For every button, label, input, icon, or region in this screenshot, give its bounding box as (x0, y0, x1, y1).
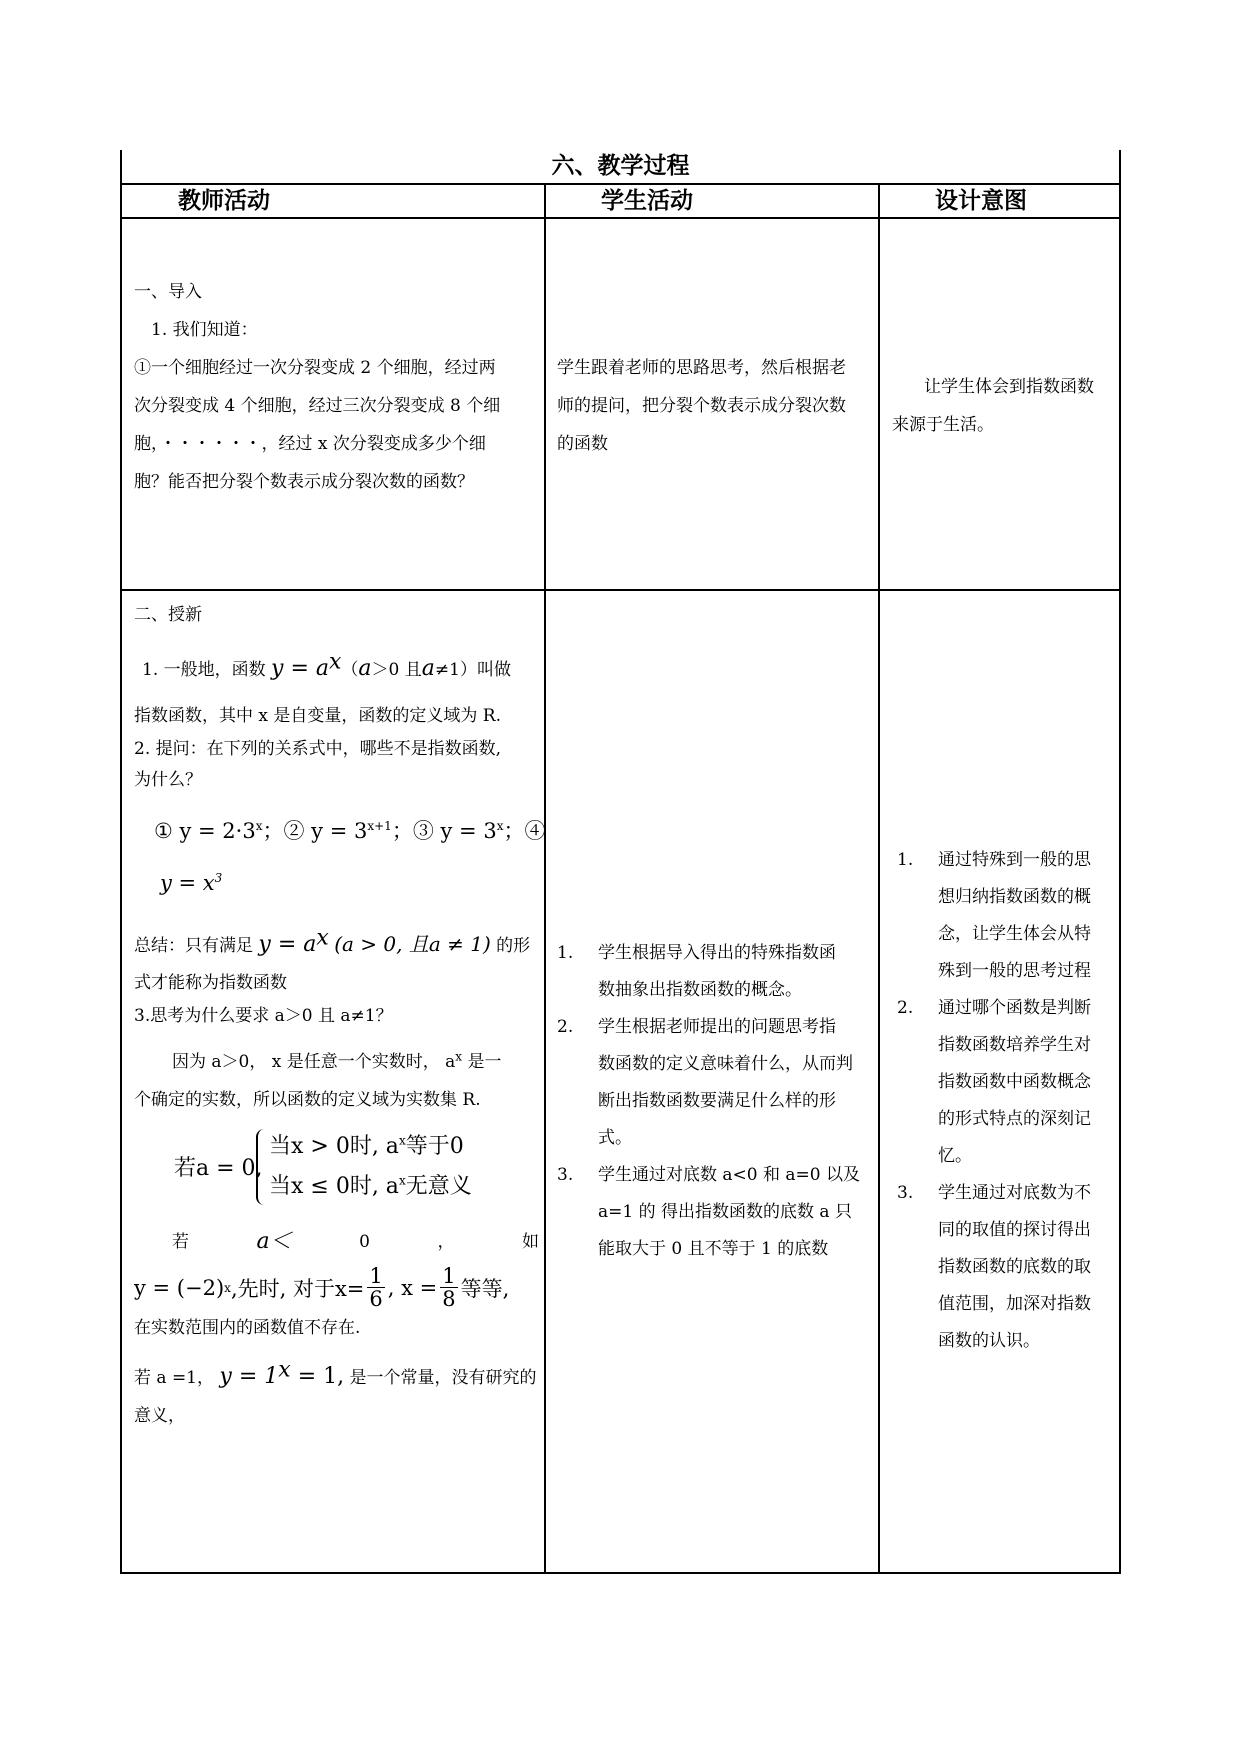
design-steps-list (897, 842, 1115, 1360)
column-divider-1 (544, 183, 546, 1574)
question2-line-1: 2. 提问：在下列的关系式中，哪些不是指数函数, (134, 739, 502, 759)
design-step-2: 2. 通过哪个函数是判断 指数函数培养学生对 指数函数中函数概念 的形式特点的深刻记 忆。 (897, 998, 1091, 1166)
design-intro-line-2: 来源于生活。 (892, 415, 994, 435)
header-student: 学生活动 (601, 188, 693, 214)
student-intro-line-3: 的函数 (557, 434, 608, 454)
examples-line-2: $y = x^3$ (160, 871, 223, 895)
student-step-3: 3. 学生通过对底数 a<0 和 a=0 以及 a=1 的 得出指数函数的底数 a 只 能取大于 0 且不等于 1 的底数 (557, 1165, 861, 1259)
intro-subheading: 1. 我们知道： (151, 320, 258, 340)
design-intro-line-1: 让学生体会到指数函数 (924, 377, 1094, 397)
base-one-line-2: 意义， (134, 1406, 185, 1426)
fraction-one-sixth: $\frac{1}{6}$ (369, 1264, 383, 1311)
question2-line-2: 为什么？ (134, 770, 202, 790)
question3: 3.思考为什么要求 a＞0 且 a≠1？ (134, 1006, 393, 1026)
intro-line-1: ①一个细胞经过一次分裂变成 2 个细胞，经过两 (134, 358, 496, 378)
summary-line-1: 总结：只有满足 $y = a^x$ (a > 0, 且a ≠ 1) 的形 (134, 925, 531, 957)
row1-student-cell (557, 349, 877, 463)
fraction-one-eighth: $\frac{1}{8}$ (442, 1264, 456, 1311)
negative-base-conclusion: 在实数范围内的函数值不存在. (134, 1318, 361, 1338)
table-border-left (120, 150, 122, 1574)
row1-teacher-cell (134, 273, 539, 501)
intro-line-4: 胞？能否把分裂个数表示成分裂次数的函数？ (134, 472, 474, 492)
definition-formula: y = a (271, 656, 329, 681)
section-intro-heading: 一、导入 (134, 282, 202, 302)
section-new-heading: 二、授新 (134, 605, 202, 625)
definition-line-2: 指数函数，其中 x 是自变量，函数的定义域为 R. (134, 706, 502, 726)
piecewise-lead: 若a = 0, (174, 1156, 263, 1181)
student-step-2: 2. 学生根据老师提出的问题思考指 数函数的定义意味着什么，从而判 断出指数函数要满足什么样的形 式。 (557, 1017, 853, 1148)
student-step-1: 1. 学生根据导入得出的特殊指数函 数抽象出指数函数的概念。 (557, 943, 836, 1000)
base-one-line-1: 若 a =1， $y = 1^x = 1$, 是一个常量，没有研究的 (134, 1357, 537, 1389)
because-line-2: 个确定的实数，所以函数的定义域为实数集 R. (134, 1090, 481, 1110)
because-line-1: 因为 a＞0， x 是任意一个实数时， $a^x$ 是一 (172, 1049, 502, 1072)
row2-student-cell (557, 935, 877, 1268)
row2-design-cell (897, 842, 1115, 1360)
piecewise-case-1: 当x > 0时, $a^x$等于0 (269, 1133, 464, 1159)
row-divider-1 (120, 589, 1121, 591)
examples-line-1: ① $y = 2\cdot 3^x$；② $y = 3^{x+1}$；③ $y = 3^x$；④ (154, 819, 546, 843)
design-step-1: 1. 通过特殊到一般的思 想归纳指数函数的概 念，让学生体会从特 殊到一般的思考过程 (897, 850, 1091, 981)
negative-base-formula: y = (−2) x ,先时, 对于x= $\frac{1}{6}$ , x = $\frac{1}{8}$ 等等, (134, 1264, 510, 1311)
row1-design-cell (892, 368, 1114, 444)
intro-line-2: 次分裂变成 4 个细胞，经过三次分裂变成 8 个细 (134, 396, 501, 416)
student-steps-list (557, 935, 877, 1268)
design-step-3: 3. 学生通过对底数为不 同的取值的探讨得出 指数函数的底数的取 值范围，加深对指数 函数的认识。 (897, 1183, 1091, 1351)
piecewise-case-2: 当x ≤ 0时, $a^x$无意义 (269, 1173, 472, 1199)
table-border-right (1119, 150, 1121, 1574)
summary-line-2: 式才能称为指数函数 (134, 973, 287, 993)
header-teacher: 教师活动 (178, 188, 270, 214)
student-intro-line-1: 学生跟着老师的思路思考，然后根据老 (557, 358, 846, 378)
table-border-bottom (120, 1572, 1121, 1574)
table-title: 六、教学过程 (551, 153, 690, 179)
row-divider-header (120, 217, 1121, 219)
column-divider-2 (878, 183, 880, 1574)
brace (256, 1129, 268, 1205)
student-intro-line-2: 师的提问，把分裂个数表示成分裂次数 (557, 396, 846, 416)
definition-line-1: 1. 一般地，函数 $y = a^x(a>0$ 且a≠1）叫做 (142, 649, 511, 681)
intro-line-3: 胞，・・・・・・，经过 x 次分裂变成多少个细 (134, 434, 486, 454)
header-design: 设计意图 (935, 188, 1027, 214)
negative-base-intro: 若 a＜ 0 ， 如 (172, 1229, 539, 1254)
piecewise-case (134, 1127, 539, 1207)
row2-teacher-cell (134, 596, 546, 1435)
